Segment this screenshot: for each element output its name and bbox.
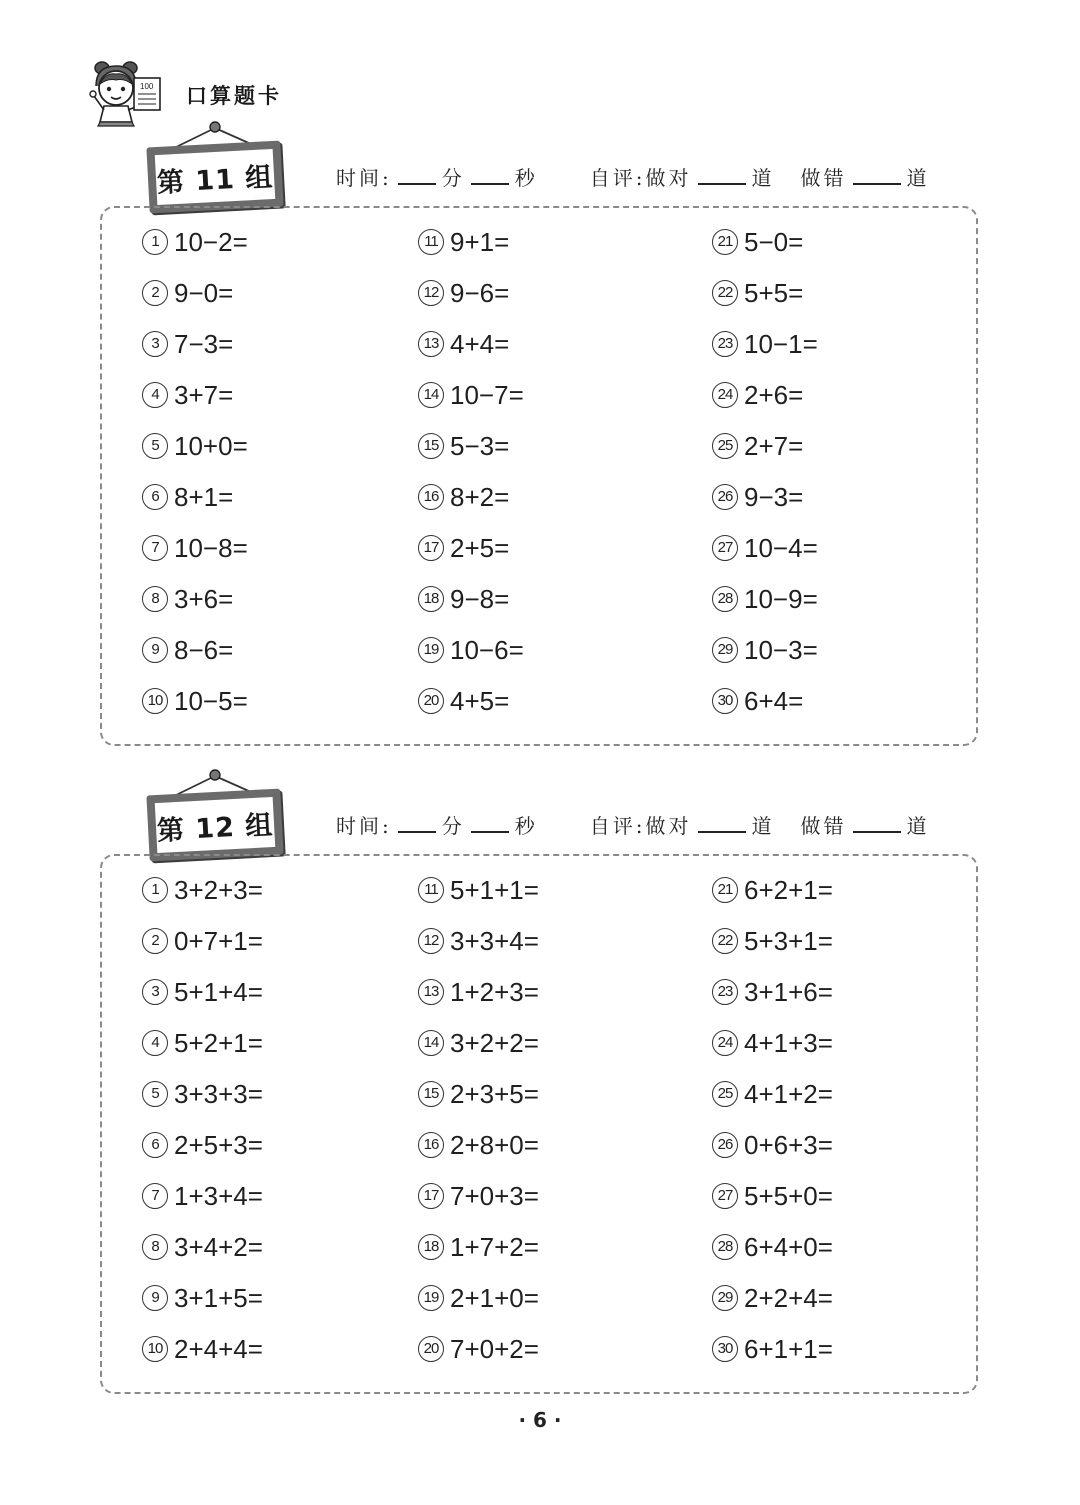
problem-item xyxy=(418,872,539,908)
problem-expression: 5−0= xyxy=(744,226,804,257)
problem-item xyxy=(142,326,233,362)
problem-item xyxy=(712,1331,833,1367)
problem-item xyxy=(712,1229,833,1265)
problem-number: 10 xyxy=(142,1336,168,1362)
problem-number: 28 xyxy=(712,586,738,612)
problem-expression: 10−1= xyxy=(744,328,818,359)
group-sign xyxy=(140,120,290,220)
problem-item xyxy=(142,632,233,668)
minutes-blank[interactable] xyxy=(398,165,436,185)
problem-number: 1 xyxy=(142,229,168,255)
problem-expression: 7+0+2= xyxy=(450,1333,539,1364)
problem-expression: 7+0+3= xyxy=(450,1180,539,1211)
wrong-count-blank[interactable] xyxy=(853,165,901,185)
problem-item xyxy=(418,326,509,362)
problem-expression: 3+1+6= xyxy=(744,976,833,1007)
problem-expression: 1+2+3= xyxy=(450,976,539,1007)
problem-item xyxy=(712,275,803,311)
problem-item xyxy=(418,428,509,464)
second-label: 秒 xyxy=(514,814,538,838)
problem-number: 2 xyxy=(142,928,168,954)
problem-expression: 8+1= xyxy=(174,481,234,512)
problem-number: 17 xyxy=(418,535,444,561)
problems-panel xyxy=(100,854,978,1394)
problem-item xyxy=(142,974,263,1010)
problem-item xyxy=(712,428,803,464)
group-sign xyxy=(140,768,290,868)
problem-expression: 2+5+3= xyxy=(174,1129,263,1160)
problem-number: 20 xyxy=(418,688,444,714)
problem-expression: 9+1= xyxy=(450,226,510,257)
problem-item xyxy=(142,479,233,515)
time-label: 时间: xyxy=(336,166,392,190)
problem-expression: 2+5= xyxy=(450,532,510,563)
problem-number: 22 xyxy=(712,280,738,306)
problems-panel xyxy=(100,206,978,746)
problem-expression: 6+4= xyxy=(744,685,804,716)
problem-item xyxy=(418,1025,539,1061)
page-number: · 6 · xyxy=(518,1408,562,1432)
problem-expression: 10−7= xyxy=(450,379,524,410)
problem-expression: 3+3+3= xyxy=(174,1078,263,1109)
problem-number: 12 xyxy=(418,928,444,954)
problem-expression: 1+3+4= xyxy=(174,1180,263,1211)
second-label: 秒 xyxy=(514,166,538,190)
problem-expression: 2+4+4= xyxy=(174,1333,263,1364)
problem-item xyxy=(418,1331,539,1367)
problem-expression: 4+1+2= xyxy=(744,1078,833,1109)
problem-number: 7 xyxy=(142,535,168,561)
wrong-label: 做错 xyxy=(800,166,847,190)
problem-number: 17 xyxy=(418,1183,444,1209)
problem-item xyxy=(712,872,833,908)
problem-number: 25 xyxy=(712,1081,738,1107)
problem-expression: 2+7= xyxy=(744,430,804,461)
problem-expression: 9−6= xyxy=(450,277,510,308)
problem-item xyxy=(712,1178,833,1214)
problem-item xyxy=(418,275,509,311)
problem-number: 9 xyxy=(142,1285,168,1311)
problem-item xyxy=(712,683,803,719)
problem-expression: 5+5= xyxy=(744,277,804,308)
problem-item xyxy=(418,1178,539,1214)
problem-expression: 5+5+0= xyxy=(744,1180,833,1211)
problem-number: 6 xyxy=(142,1132,168,1158)
question-unit-label: 道 xyxy=(906,166,930,190)
problem-item xyxy=(418,1127,539,1163)
seconds-blank[interactable] xyxy=(471,813,509,833)
problem-expression: 1+7+2= xyxy=(450,1231,539,1262)
problem-number: 5 xyxy=(142,1081,168,1107)
problem-item xyxy=(142,377,233,413)
problem-number: 19 xyxy=(418,637,444,663)
problem-item xyxy=(418,581,509,617)
problem-item xyxy=(418,683,509,719)
problem-item xyxy=(142,1280,263,1316)
problem-expression: 5+2+1= xyxy=(174,1027,263,1058)
minute-label: 分 xyxy=(441,166,465,190)
problem-item xyxy=(418,377,524,413)
problem-expression: 10+0= xyxy=(174,430,248,461)
problem-expression: 10−2= xyxy=(174,226,248,257)
problem-number: 24 xyxy=(712,1030,738,1056)
problem-item xyxy=(142,224,248,260)
problem-number: 30 xyxy=(712,688,738,714)
problem-expression: 5+3+1= xyxy=(744,925,833,956)
problem-expression: 8−6= xyxy=(174,634,234,665)
problem-item xyxy=(418,923,539,959)
problem-number: 28 xyxy=(712,1234,738,1260)
problem-item xyxy=(712,1076,833,1112)
problem-expression: 4+4= xyxy=(450,328,510,359)
problem-expression: 2+2+4= xyxy=(744,1282,833,1313)
problem-item xyxy=(712,632,818,668)
problem-number: 11 xyxy=(418,877,444,903)
group-label: 第 11 组 xyxy=(156,161,275,199)
problem-number: 18 xyxy=(418,1234,444,1260)
problem-item xyxy=(712,224,803,260)
correct-count-blank[interactable] xyxy=(698,165,746,185)
problem-number: 20 xyxy=(418,1336,444,1362)
problem-expression: 6+4+0= xyxy=(744,1231,833,1262)
problem-expression: 2+3+5= xyxy=(450,1078,539,1109)
problem-item xyxy=(712,1025,833,1061)
problem-item xyxy=(142,1178,263,1214)
seconds-blank[interactable] xyxy=(471,165,509,185)
problem-item xyxy=(142,683,248,719)
problem-item xyxy=(712,1127,833,1163)
question-unit-label: 道 xyxy=(751,166,775,190)
problem-expression: 3+1+5= xyxy=(174,1282,263,1313)
problem-item xyxy=(712,326,818,362)
problem-expression: 4+5= xyxy=(450,685,510,716)
problem-item xyxy=(418,1076,539,1112)
problem-item xyxy=(418,479,509,515)
problem-number: 8 xyxy=(142,1234,168,1260)
problem-number: 25 xyxy=(712,433,738,459)
problem-expression: 7−3= xyxy=(174,328,234,359)
problem-expression: 3+2+3= xyxy=(174,874,263,905)
problem-item xyxy=(142,530,248,566)
problem-expression: 10−5= xyxy=(174,685,248,716)
problem-item xyxy=(418,974,539,1010)
problem-expression: 3+2+2= xyxy=(450,1027,539,1058)
header-title: 口算题卡 xyxy=(186,84,282,108)
group-label: 第 12 组 xyxy=(156,809,275,847)
problem-item xyxy=(712,974,833,1010)
self-eval-label: 自评:做对 xyxy=(589,166,692,190)
problem-expression: 3+6= xyxy=(174,583,234,614)
problem-expression: 6+2+1= xyxy=(744,874,833,905)
problem-number: 16 xyxy=(418,1132,444,1158)
problem-item xyxy=(142,1331,263,1367)
problem-expression: 2+1+0= xyxy=(450,1282,539,1313)
problem-number: 10 xyxy=(142,688,168,714)
problem-number: 29 xyxy=(712,1285,738,1311)
problem-number: 5 xyxy=(142,433,168,459)
problem-item xyxy=(142,581,233,617)
problem-expression: 10−3= xyxy=(744,634,818,665)
problem-item xyxy=(418,1229,539,1265)
problem-expression: 6+1+1= xyxy=(744,1333,833,1364)
problem-number: 19 xyxy=(418,1285,444,1311)
problem-number: 4 xyxy=(142,1030,168,1056)
problem-item xyxy=(712,1280,833,1316)
problem-item xyxy=(712,377,803,413)
problem-number: 16 xyxy=(418,484,444,510)
group-board xyxy=(146,141,283,214)
group-board xyxy=(146,789,283,862)
problem-expression: 8+2= xyxy=(450,481,510,512)
problem-number: 13 xyxy=(418,979,444,1005)
problem-number: 3 xyxy=(142,331,168,357)
problem-item xyxy=(142,872,263,908)
problem-item xyxy=(142,275,233,311)
score-line xyxy=(336,810,930,839)
problem-item xyxy=(712,479,803,515)
problem-number: 4 xyxy=(142,382,168,408)
problem-number: 9 xyxy=(142,637,168,663)
problem-item xyxy=(142,1076,263,1112)
problem-number: 2 xyxy=(142,280,168,306)
problem-expression: 9−0= xyxy=(174,277,234,308)
problem-number: 1 xyxy=(142,877,168,903)
problem-number: 30 xyxy=(712,1336,738,1362)
problem-item xyxy=(712,581,818,617)
problem-number: 24 xyxy=(712,382,738,408)
problem-expression: 3+7= xyxy=(174,379,234,410)
problem-number: 13 xyxy=(418,331,444,357)
problem-number: 18 xyxy=(418,586,444,612)
problem-item xyxy=(142,1127,263,1163)
problem-expression: 4+1+3= xyxy=(744,1027,833,1058)
minutes-blank[interactable] xyxy=(398,813,436,833)
problem-number: 26 xyxy=(712,484,738,510)
problem-item xyxy=(712,530,818,566)
problem-item xyxy=(418,1280,539,1316)
problem-number: 15 xyxy=(418,433,444,459)
question-unit-label: 道 xyxy=(751,814,775,838)
problem-item xyxy=(142,1229,263,1265)
problem-expression: 0+6+3= xyxy=(744,1129,833,1160)
problem-number: 23 xyxy=(712,331,738,357)
self-eval-label: 自评:做对 xyxy=(589,814,692,838)
problem-number: 21 xyxy=(712,877,738,903)
problem-number: 12 xyxy=(418,280,444,306)
problem-item xyxy=(142,1025,263,1061)
problem-number: 6 xyxy=(142,484,168,510)
problem-number: 21 xyxy=(712,229,738,255)
problem-expression: 2+6= xyxy=(744,379,804,410)
problem-expression: 9−3= xyxy=(744,481,804,512)
problem-number: 27 xyxy=(712,535,738,561)
problem-number: 27 xyxy=(712,1183,738,1209)
problem-expression: 5+1+1= xyxy=(450,874,539,905)
problem-item xyxy=(418,530,509,566)
problem-item xyxy=(418,224,509,260)
problem-number: 14 xyxy=(418,1030,444,1056)
problem-number: 22 xyxy=(712,928,738,954)
problem-expression: 0+7+1= xyxy=(174,925,263,956)
problem-number: 3 xyxy=(142,979,168,1005)
problem-number: 15 xyxy=(418,1081,444,1107)
problem-item xyxy=(712,923,833,959)
problem-number: 26 xyxy=(712,1132,738,1158)
problem-number: 23 xyxy=(712,979,738,1005)
problem-item xyxy=(142,428,248,464)
problem-expression: 2+8+0= xyxy=(450,1129,539,1160)
wrong-label: 做错 xyxy=(800,814,847,838)
wrong-count-blank[interactable] xyxy=(853,813,901,833)
problem-number: 8 xyxy=(142,586,168,612)
problem-expression: 3+4+2= xyxy=(174,1231,263,1262)
problem-number: 7 xyxy=(142,1183,168,1209)
problem-expression: 10−6= xyxy=(450,634,524,665)
svg-text:100: 100 xyxy=(140,82,154,91)
minute-label: 分 xyxy=(441,814,465,838)
problem-number: 29 xyxy=(712,637,738,663)
problem-expression: 9−8= xyxy=(450,583,510,614)
problem-expression: 10−4= xyxy=(744,532,818,563)
correct-count-blank[interactable] xyxy=(698,813,746,833)
problem-expression: 10−8= xyxy=(174,532,248,563)
score-line xyxy=(336,162,930,191)
problem-expression: 10−9= xyxy=(744,583,818,614)
problem-number: 14 xyxy=(418,382,444,408)
problem-number: 11 xyxy=(418,229,444,255)
problem-item xyxy=(418,632,524,668)
problem-expression: 5+1+4= xyxy=(174,976,263,1007)
time-label: 时间: xyxy=(336,814,392,838)
problem-expression: 3+3+4= xyxy=(450,925,539,956)
problem-item xyxy=(142,923,263,959)
question-unit-label: 道 xyxy=(906,814,930,838)
problem-expression: 5−3= xyxy=(450,430,510,461)
